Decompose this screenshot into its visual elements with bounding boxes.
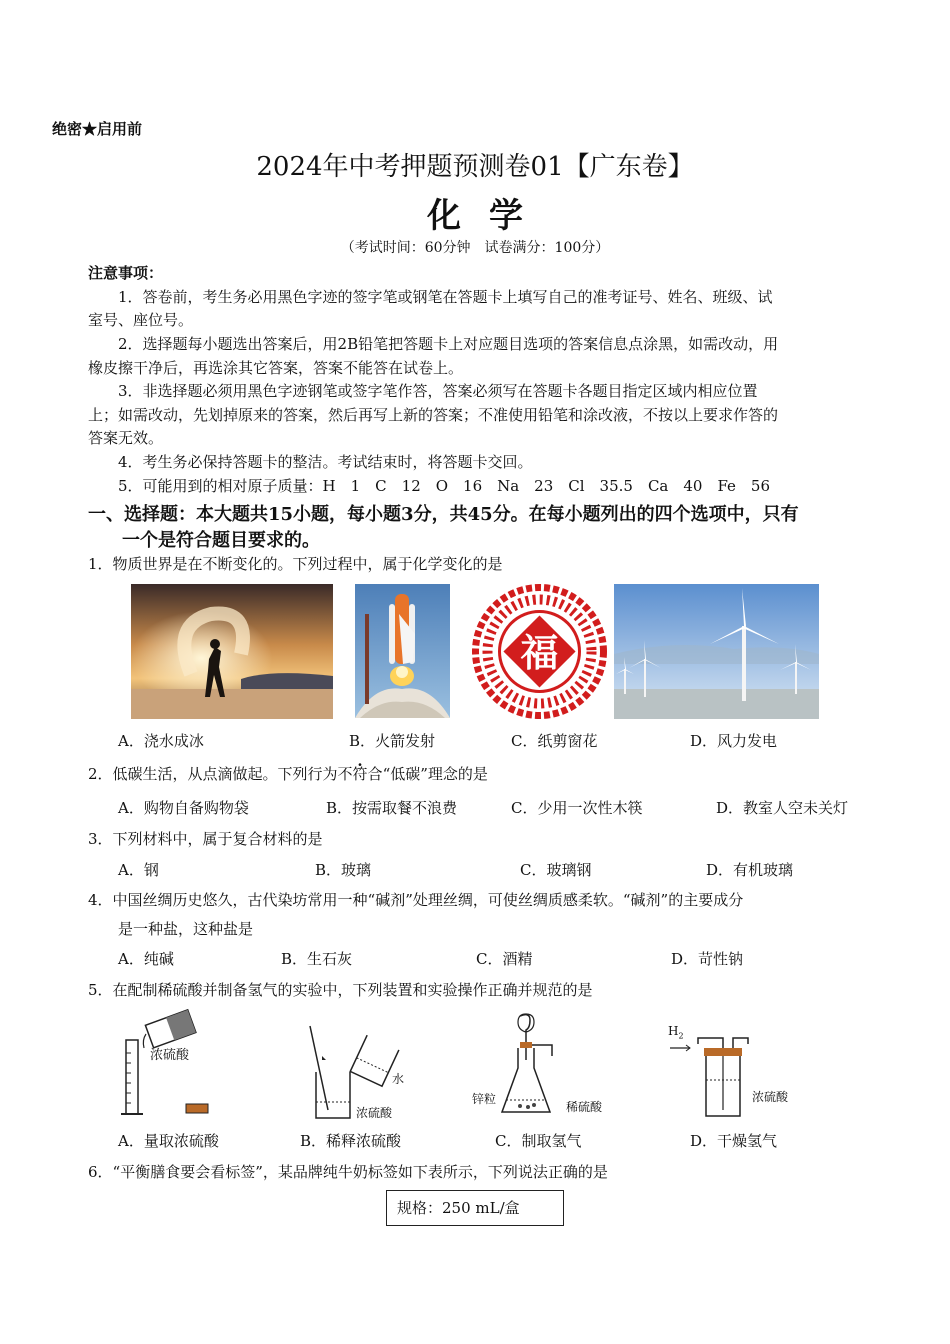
note-2-cont: 橡皮擦干净后，再选涂其它答案，答案不能答在试卷上。: [88, 359, 464, 377]
q4-option-d[interactable]: D．苛性钠: [671, 950, 744, 968]
notes-heading: 注意事项：: [88, 264, 164, 282]
page-title: 2024年中考押题预测卷01【广东卷】: [256, 152, 694, 182]
q3-option-c[interactable]: C．玻璃钢: [520, 861, 592, 879]
subject-title: 化学: [427, 196, 551, 236]
note-1-cont: 室号、座位号。: [88, 311, 194, 329]
q3-option-b[interactable]: B．玻璃: [315, 861, 372, 879]
fig-c-label-acid: 稀硫酸: [566, 1100, 603, 1114]
q5-option-b[interactable]: B．稀释浓硫酸: [300, 1132, 402, 1150]
note-2: 2．选择题每小题选出答案后，用2B铅笔把答题卡上对应题目选项的答案信息点涂黑，如需改动，用: [118, 335, 779, 353]
q4-stem-cont: 是一种盐，这种盐是: [118, 920, 254, 938]
q5-stem: 5．在配制稀硫酸并制备氢气的实验中，下列装置和实验操作正确并规范的是: [88, 981, 593, 999]
fig-b-diluting: [300, 1020, 420, 1122]
note-3-cont: 上；如需改动，先划掉原来的答案，然后再写上新的答案；不准使用铅笔和涂改液，不按以上要求作答的: [88, 406, 779, 424]
q2-stem-post: “低碳”理念的是: [382, 765, 488, 783]
q4-stem: 4．中国丝绸历史悠久，古代染坊常用一种“碱剂”处理丝绸，可使丝绸质感柔软。“碱剂”的主要成分: [88, 891, 744, 909]
q4-option-c[interactable]: C．酒精: [476, 950, 533, 968]
papercut-char: 福: [520, 630, 559, 675]
milk-label-table: [386, 1190, 564, 1226]
note-5: 5．可能用到的相对原子质量：H 1 C 12 O 16 Na 23 Cl 35.5 Ca 40 Fe 56: [118, 477, 771, 495]
q1-option-b[interactable]: B．火箭发射: [349, 732, 436, 750]
fig-c-hydrogen-generation: [470, 1012, 620, 1122]
q5-option-a[interactable]: A．量取浓硫酸: [118, 1132, 219, 1150]
q4-option-a[interactable]: A．纯碱: [118, 950, 174, 968]
q2-option-b[interactable]: B．按需取餐不浪费: [326, 799, 458, 817]
q6-stem: 6．“平衡膳食要会看标签”，某品牌纯牛奶标签如下表所示，下列说法正确的是: [88, 1163, 608, 1181]
fig-a-measuring-cylinder: [118, 1008, 218, 1120]
q2-stem: [88, 764, 488, 784]
q2-stem-emphasis: 不符合: [337, 765, 383, 783]
note-3-cont2: 答案无效。: [88, 429, 164, 447]
fig-d-label-acid: 浓硫酸: [752, 1090, 789, 1104]
q2-option-d[interactable]: D．教室人空未关灯: [716, 799, 849, 817]
note-3: 3．非选择题必须用黑色字迹钢笔或签字笔作答，答案必须写在答题卡各题目指定区域内相应位置: [118, 382, 758, 400]
q4-option-b[interactable]: B．生石灰: [281, 950, 353, 968]
rocket-launch-photo: [355, 584, 450, 718]
note-4: 4．考生务必保持答题卡的整洁。考试结束时，将答题卡交回。: [118, 453, 533, 471]
q2-option-a[interactable]: A．购物自备购物袋: [118, 799, 249, 817]
section-heading-cont: 一个是符合题目要求的。: [122, 530, 320, 551]
q5-option-d[interactable]: D．干燥氢气: [690, 1132, 778, 1150]
exam-info: （考试时间：60分钟 试卷满分：100分）: [340, 240, 610, 256]
q5-option-c[interactable]: C．制取氢气: [495, 1132, 582, 1150]
q3-option-d[interactable]: D．有机玻璃: [706, 861, 794, 879]
fig-b-label-water: 水: [392, 1072, 405, 1086]
q1-stem: 1．物质世界是在不断变化的。下列过程中，属于化学变化的是: [88, 555, 503, 573]
fig-a-label: 浓硫酸: [150, 1048, 190, 1063]
fig-d-label-h2: [668, 1024, 684, 1040]
q3-option-a[interactable]: A．钢: [118, 861, 159, 879]
note-1: 1．答卷前，考生务必用黑色字迹的签字笔或钢笔在答题卡上填写自己的准考证号、姓名、班级、试: [118, 288, 773, 306]
q2-stem-pre: 2．低碳生活，从点滴做起。下列行为: [88, 765, 338, 783]
q1-option-a[interactable]: A．浇水成冰: [118, 732, 204, 750]
fig-d-drying-hydrogen: [668, 1024, 808, 1122]
fig-d-h2-subscript: 2: [678, 1031, 684, 1041]
ice-splash-photo: [131, 584, 333, 719]
paper-cut-photo: [472, 584, 607, 719]
q1-option-c[interactable]: C．纸剪窗花: [511, 732, 598, 750]
q2-option-c[interactable]: C．少用一次性木筷: [511, 799, 643, 817]
secrecy-mark: 绝密★启用前: [52, 120, 143, 138]
q3-stem: 3．下列材料中，属于复合材料的是: [88, 830, 323, 848]
q1-option-d[interactable]: D．风力发电: [690, 732, 778, 750]
milk-label-spec: 规格：250 mL/盒: [397, 1199, 520, 1217]
fig-d-h2-symbol: H: [668, 1024, 679, 1038]
wind-turbine-photo: [614, 584, 819, 719]
section-heading: 一、选择题：本大题共15小题，每小题3分，共45分。在每小题列出的四个选项中，只有: [88, 504, 799, 525]
fig-c-label-zinc: 锌粒: [472, 1092, 497, 1106]
fig-b-label-acid: 浓硫酸: [356, 1106, 393, 1120]
